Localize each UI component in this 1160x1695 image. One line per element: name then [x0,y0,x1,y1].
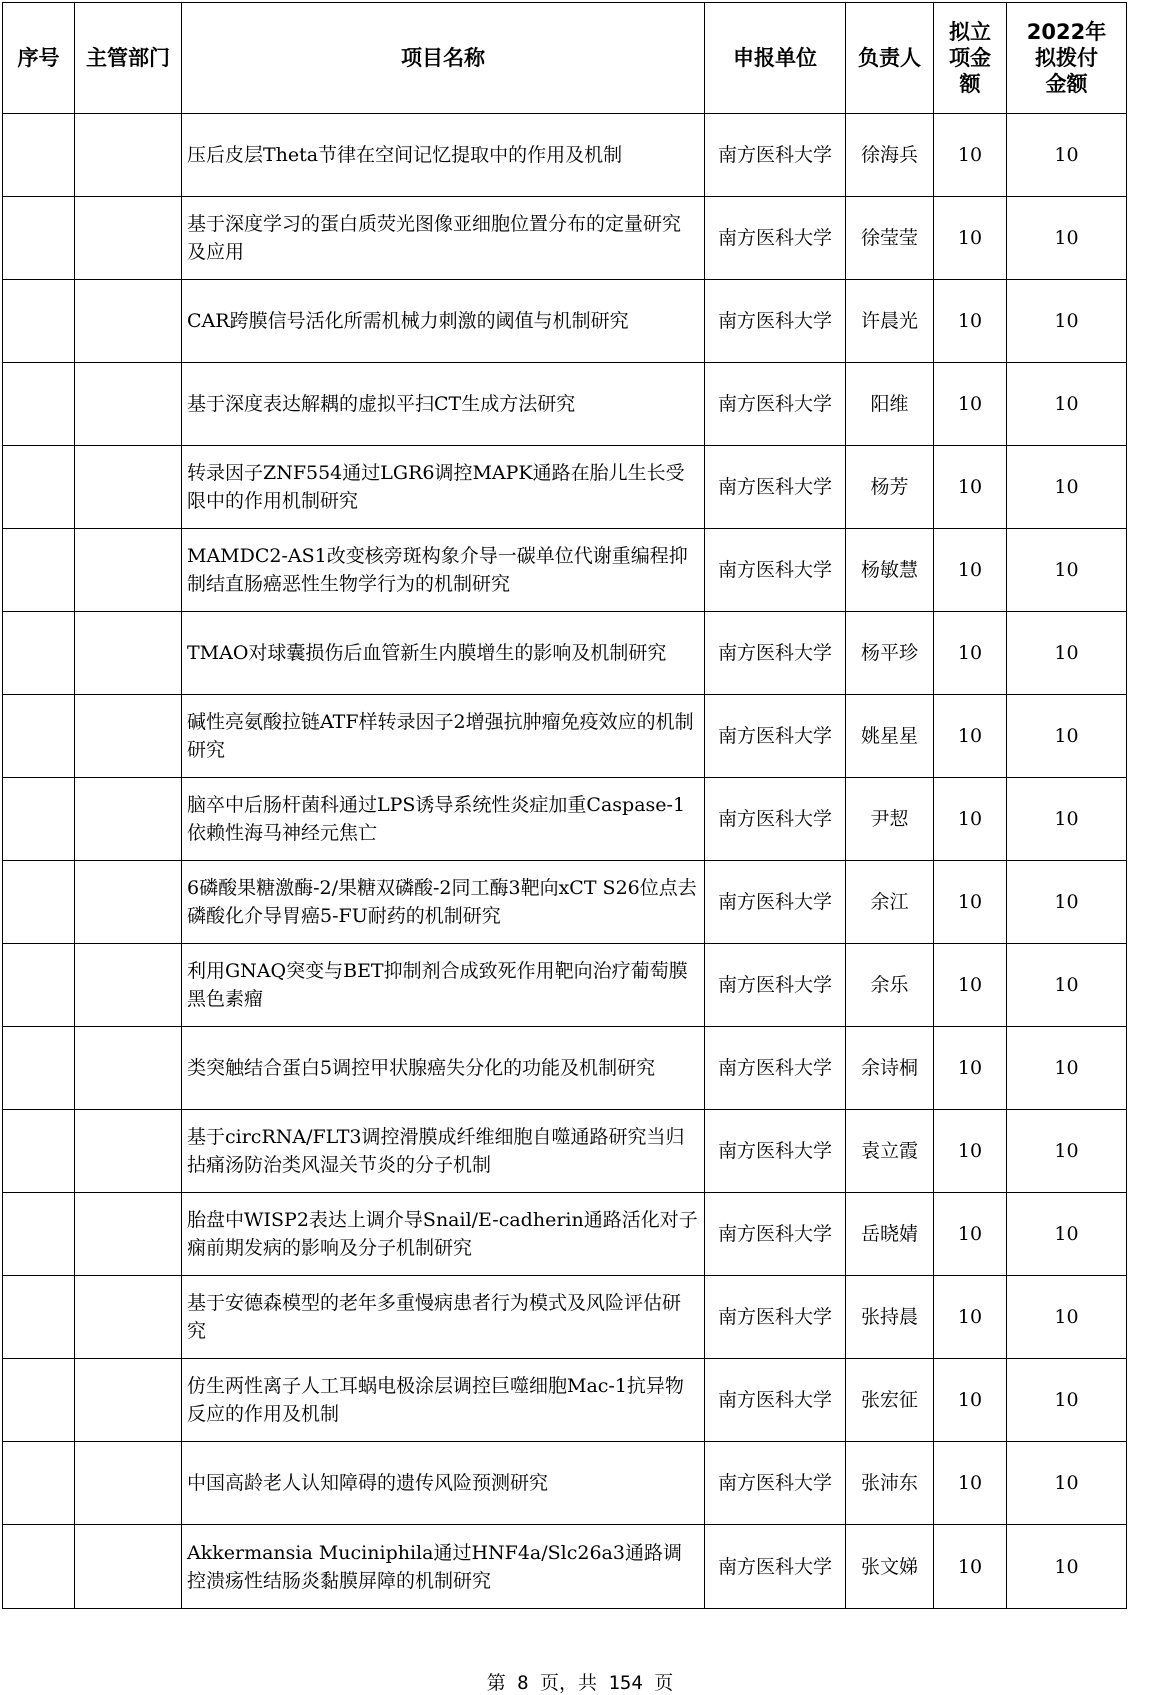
cell-seq [3,1276,75,1359]
cell-person: 姚星星 [846,695,934,778]
cell-payment: 10 [1007,861,1127,944]
cell-dept [75,1276,182,1359]
cell-amount: 10 [934,944,1007,1027]
cell-payment: 10 [1007,1110,1127,1193]
cell-amount: 10 [934,612,1007,695]
cell-dept [75,363,182,446]
cell-project-name: 基于深度表达解耦的虚拟平扫CT生成方法研究 [182,363,705,446]
cell-person: 张持晨 [846,1276,934,1359]
cell-unit: 南方医科大学 [705,280,846,363]
cell-project-name: 仿生两性离子人工耳蜗电极涂层调控巨噬细胞Mac-1抗异物反应的作用及机制 [182,1359,705,1442]
cell-payment: 10 [1007,1359,1127,1442]
cell-amount: 10 [934,197,1007,280]
cell-seq [3,363,75,446]
cell-person: 杨芳 [846,446,934,529]
cell-unit: 南方医科大学 [705,363,846,446]
cell-project-name: 利用GNAQ突变与BET抑制剂合成致死作用靶向治疗葡萄膜黑色素瘤 [182,944,705,1027]
cell-unit: 南方医科大学 [705,1027,846,1110]
cell-amount: 10 [934,1276,1007,1359]
table-row [3,114,1127,197]
header-seq: 序号 [3,3,75,114]
cell-amount: 10 [934,861,1007,944]
cell-unit: 南方医科大学 [705,1359,846,1442]
cell-dept [75,1193,182,1276]
cell-unit: 南方医科大学 [705,944,846,1027]
cell-unit: 南方医科大学 [705,1442,846,1525]
cell-seq [3,861,75,944]
cell-project-name: TMAO对球囊损伤后血管新生内膜增生的影响及机制研究 [182,612,705,695]
cell-dept [75,1359,182,1442]
header-dept: 主管部门 [75,3,182,114]
cell-project-name: 胎盘中WISP2表达上调介导Snail/E-cadherin通路活化对子痫前期发病的影响及分子机制研究 [182,1193,705,1276]
cell-payment: 10 [1007,1442,1127,1525]
cell-person: 余乐 [846,944,934,1027]
cell-unit: 南方医科大学 [705,529,846,612]
cell-unit: 南方医科大学 [705,1110,846,1193]
cell-dept [75,446,182,529]
cell-payment: 10 [1007,363,1127,446]
cell-seq [3,944,75,1027]
cell-amount: 10 [934,1110,1007,1193]
table-row [3,1027,1127,1110]
cell-amount: 10 [934,1442,1007,1525]
cell-dept [75,1525,182,1609]
header-project-name: 项目名称 [182,3,705,114]
cell-person: 杨平珍 [846,612,934,695]
table-row [3,1525,1127,1609]
cell-person: 徐海兵 [846,114,934,197]
cell-project-name: 基于深度学习的蛋白质荧光图像亚细胞位置分布的定量研究及应用 [182,197,705,280]
table-row [3,197,1127,280]
cell-project-name: 6磷酸果糖激酶-2/果糖双磷酸-2同工酶3靶向xCT S26位点去磷酸化介导胃癌5-FU耐药的机制研究 [182,861,705,944]
cell-amount: 10 [934,114,1007,197]
table-row [3,529,1127,612]
cell-payment: 10 [1007,1193,1127,1276]
cell-dept [75,861,182,944]
header-amount: 拟立项金额 [934,3,1007,114]
table-row [3,363,1127,446]
cell-payment: 10 [1007,280,1127,363]
cell-project-name: 脑卒中后肠杆菌科通过LPS诱导系统性炎症加重Caspase-1依赖性海马神经元焦亡 [182,778,705,861]
cell-unit: 南方医科大学 [705,861,846,944]
cell-unit: 南方医科大学 [705,114,846,197]
cell-project-name: 转录因子ZNF554通过LGR6调控MAPK通路在胎儿生长受限中的作用机制研究 [182,446,705,529]
cell-project-name: MAMDC2-AS1改变核旁斑构象介导一碳单位代谢重编程抑制结直肠癌恶性生物学行为的机制研究 [182,529,705,612]
cell-dept [75,529,182,612]
table-row [3,1276,1127,1359]
cell-amount: 10 [934,1359,1007,1442]
cell-person: 岳晓婧 [846,1193,934,1276]
cell-seq [3,1525,75,1609]
cell-unit: 南方医科大学 [705,1276,846,1359]
cell-project-name: 压后皮层Theta节律在空间记忆提取中的作用及机制 [182,114,705,197]
cell-dept [75,197,182,280]
cell-payment: 10 [1007,114,1127,197]
cell-project-name: CAR跨膜信号活化所需机械力刺激的阈值与机制研究 [182,280,705,363]
cell-person: 余江 [846,861,934,944]
cell-payment: 10 [1007,446,1127,529]
cell-payment: 10 [1007,529,1127,612]
cell-unit: 南方医科大学 [705,778,846,861]
cell-project-name: 中国高龄老人认知障碍的遗传风险预测研究 [182,1442,705,1525]
table-row [3,1359,1127,1442]
cell-project-name: 基于安德森模型的老年多重慢病患者行为模式及风险评估研究 [182,1276,705,1359]
cell-seq [3,197,75,280]
cell-person: 余诗桐 [846,1027,934,1110]
cell-dept [75,280,182,363]
table-row [3,861,1127,944]
cell-dept [75,612,182,695]
cell-unit: 南方医科大学 [705,446,846,529]
cell-seq [3,280,75,363]
cell-person: 许晨光 [846,280,934,363]
cell-dept [75,944,182,1027]
cell-payment: 10 [1007,778,1127,861]
cell-dept [75,114,182,197]
cell-amount: 10 [934,1027,1007,1110]
cell-person: 袁立霞 [846,1110,934,1193]
cell-dept [75,1442,182,1525]
cell-payment: 10 [1007,612,1127,695]
cell-person: 尹恝 [846,778,934,861]
cell-amount: 10 [934,695,1007,778]
cell-amount: 10 [934,529,1007,612]
cell-project-name: 类突触结合蛋白5调控甲状腺癌失分化的功能及机制研究 [182,1027,705,1110]
cell-amount: 10 [934,363,1007,446]
table-header-row [3,3,1127,114]
cell-unit: 南方医科大学 [705,695,846,778]
cell-unit: 南方医科大学 [705,1525,846,1609]
cell-seq [3,529,75,612]
cell-seq [3,778,75,861]
cell-project-name: Akkermansia Muciniphila通过HNF4a/Slc26a3通路调控溃疡性结肠炎黏膜屏障的机制研究 [182,1525,705,1609]
cell-seq [3,612,75,695]
table-row [3,695,1127,778]
page-number: 第 8 页，共 154 页 [486,1672,674,1694]
cell-amount: 10 [934,280,1007,363]
header-unit: 申报单位 [705,3,846,114]
header-person: 负责人 [846,3,934,114]
cell-unit: 南方医科大学 [705,1193,846,1276]
cell-dept [75,1027,182,1110]
cell-amount: 10 [934,1193,1007,1276]
cell-amount: 10 [934,778,1007,861]
header-payment: 2022年拟拨付金额 [1007,3,1127,114]
cell-person: 徐莹莹 [846,197,934,280]
cell-person: 张宏征 [846,1359,934,1442]
cell-person: 张文娣 [846,1525,934,1609]
cell-dept [75,778,182,861]
cell-person: 张沛东 [846,1442,934,1525]
table-row [3,612,1127,695]
cell-dept [75,1110,182,1193]
table-row [3,778,1127,861]
cell-payment: 10 [1007,944,1127,1027]
cell-seq [3,1442,75,1525]
table-row [3,1110,1127,1193]
cell-amount: 10 [934,446,1007,529]
cell-unit: 南方医科大学 [705,612,846,695]
cell-seq [3,1359,75,1442]
cell-seq [3,1027,75,1110]
cell-seq [3,114,75,197]
table-row [3,1442,1127,1525]
cell-project-name: 碱性亮氨酸拉链ATF样转录因子2增强抗肿瘤免疫效应的机制研究 [182,695,705,778]
cell-payment: 10 [1007,695,1127,778]
cell-seq [3,446,75,529]
cell-project-name: 基于circRNA/FLT3调控滑膜成纤维细胞自噬通路研究当归拈痛汤防治类风湿关节炎的分子机制 [182,1110,705,1193]
funding-table [2,2,1127,1609]
cell-person: 阳维 [846,363,934,446]
table-row [3,446,1127,529]
cell-unit: 南方医科大学 [705,197,846,280]
table-row [3,944,1127,1027]
cell-seq [3,1110,75,1193]
cell-payment: 10 [1007,1525,1127,1609]
cell-seq [3,1193,75,1276]
cell-payment: 10 [1007,1276,1127,1359]
table-row [3,280,1127,363]
cell-person: 杨敏慧 [846,529,934,612]
cell-dept [75,695,182,778]
table-row [3,1193,1127,1276]
cell-payment: 10 [1007,1027,1127,1110]
cell-amount: 10 [934,1525,1007,1609]
cell-payment: 10 [1007,197,1127,280]
cell-seq [3,695,75,778]
